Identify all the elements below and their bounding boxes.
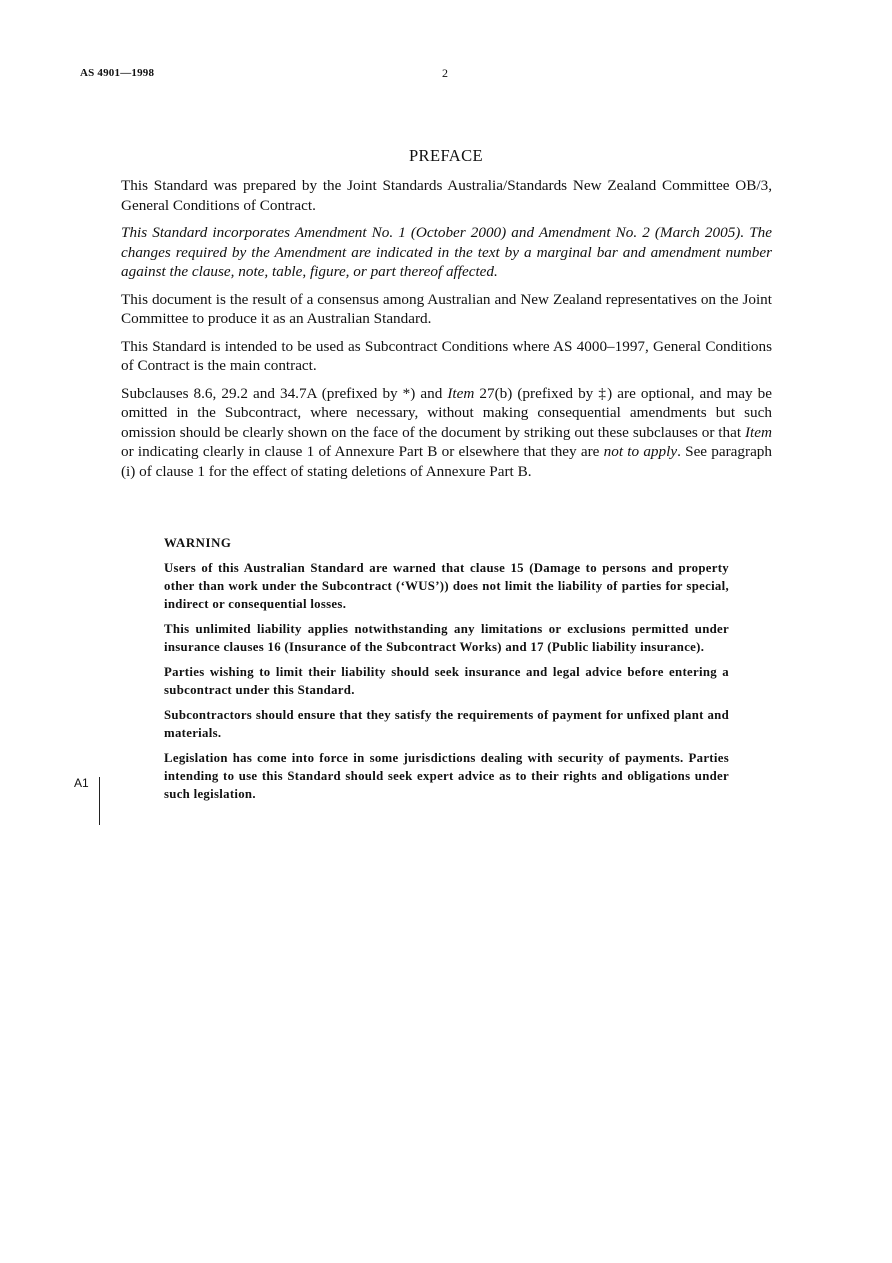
warning-paragraph: Parties wishing to limit their liability should seek insurance and legal advice before entering a subcontract under this Standard. [164,665,729,697]
optional-text-3: or indicating clearly in clause 1 of Annexure Part B or elsewhere that they are [121,443,604,460]
paragraph-intended-use: This Standard is intended to be used as Subcontract Conditions where AS 4000–1997, General Conditions of Contract is the main contract. [121,337,772,374]
paragraph-amendments: This Standard incorporates Amendment No. 1 (October 2000) and Amendment No. 2 (March 2005). The changes required by the Amendment are indicated in the text by a marginal bar and amendment number against the clause, note, table, figure, or part thereof affected. [121,224,772,280]
warning-paragraph: Users of this Australian Standard are warned that clause 15 (Damage to persons and property other than work under the Subcontract (‘WUS’)) does not limit the liability of parties for special, indirect or consequential losses. [164,561,729,611]
page-number: 2 [442,66,448,80]
amendment-marker: A1 [74,776,89,790]
amendment-marginal-bar [99,777,100,825]
running-head-standard-id: AS 4901—1998 [80,67,155,79]
optional-item-2: Item [745,423,772,441]
paragraph-committee: This Standard was prepared by the Joint Standards Australia/Standards New Zealand Committee OB/3, General Conditions of Contract. [121,177,772,214]
warning-heading: WARNING [164,536,232,550]
optional-item-1: Item [447,384,475,402]
optional-text-2: 27(b) (prefixed by ‡) are optional, and may be omitted in the Subcontract, where necessary, without making consequential amendments but such omission should be clearly shown on the face of the document by striking out these subclauses or that [121,384,772,441]
optional-not-apply: not to apply [603,443,678,460]
optional-text-4: . See paragraph (i) of clause 1 for the effect of stating deletions of Annexure Part B. [121,443,772,480]
preface-body [121,176,772,489]
warning-paragraph: Subcontractors should ensure that they satisfy the requirements of payment for unfixed plant and materials. [164,708,729,740]
optional-text-1: Subclauses 8.6, 29.2 and 34.7A (prefixed by *) and [121,384,448,402]
warning-paragraph: This unlimited liability applies notwithstanding any limitations or exclusions permitted under insurance clauses 16 (Insurance of the Subcontract Works) and 17 (Public liability insurance). [164,622,729,654]
paragraph-consensus: This document is the result of a consensus among Australian and New Zealand representatives on the Joint Committee to produce it as an Australian Standard. [121,290,772,327]
warning-paragraph-amended: Legislation has come into force in some jurisdictions dealing with security of payments. Parties intending to use this Standard should seek expert advice as to their rights and obligations under such legislation. [164,751,729,801]
paragraph-optional-clauses [121,384,772,482]
page-title: PREFACE [408,146,483,165]
warning-block [164,534,729,810]
